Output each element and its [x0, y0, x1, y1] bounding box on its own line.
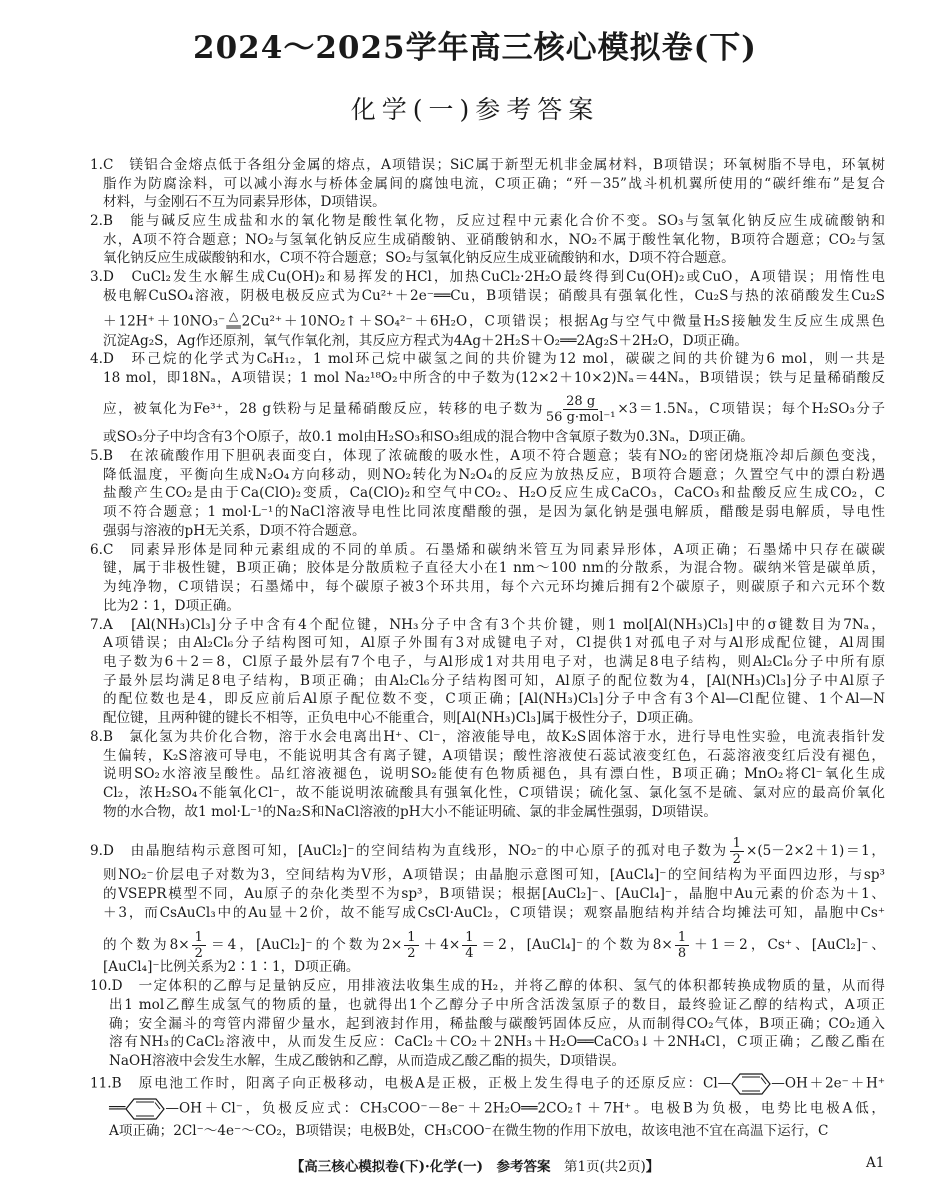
fraction-denominator: 8	[677, 946, 687, 961]
text-segment: 2Cu²⁺＋10NO₂↑＋SO₄²⁻＋6H₂O，C项错误；根据Ag与空气中微量H₂S接触发生反应生成黑色	[241, 313, 885, 330]
answer-item-10: 10.D 一定体积的乙醇与足量钠反应，用排液法收集生成的H₂，并将乙醇的体积、氢气的体积都转换成物质的量，从而得	[90, 978, 885, 994]
benzene-ring-icon	[731, 1072, 771, 1096]
answer-line: ＋3，而CsAuCl₃中的Au显＋2价，故不能写成CsCl·AuCl₂，C项错误；观察晶胞结构并结合均摊法可知，晶胞中Cs⁺	[103, 905, 885, 921]
answer-item-2: 2.B 能与碱反应生成盐和水的氧化物是酸性氧化物，反应过程中元素化合价不变。SO₃与氢氧化钠反应生成硫酸钠和	[90, 213, 885, 229]
fraction-denominator: 2	[407, 946, 416, 961]
text-segment: 11.B 原电池工作时，阳离子向正极移动，电极A是正极，正极上发生得电子的还原反应：Cl—	[90, 1075, 732, 1092]
fraction-numerator: 1	[192, 930, 206, 946]
benzene-ring-icon	[125, 1097, 165, 1121]
answer-line: 为纯净物，C项错误；石墨烯中，每个碳原子被3个环共用，每个六元环均摊后拥有2个碳原子，则碳原子和六元环个数	[103, 579, 885, 595]
answer-line: 比为2∶1，D项正确。	[103, 598, 240, 614]
footer-label: 【高三核心模拟卷(下)·化学(一) 参考答案	[290, 1159, 565, 1175]
fraction-numerator: 1	[675, 930, 689, 946]
answer-line: 项不符合题意；1 mol·L⁻¹的NaCl溶液导电性比同浓度醋酸的强，是因为氯化钠是强电解质，醋酸是弱电解质，导电性	[103, 504, 885, 520]
footer-page-number: 第1页(共2页)	[564, 1159, 646, 1175]
answer-line: A项错误；由Al₂Cl₆分子结构图可知，Al原子外围有3对成键电子对，Cl提供1对孤电子对与Al形成配位键，Al周围	[103, 635, 885, 651]
answer-line: 氧化钠反应生成碳酸钠和水，C项不符合题意；SO₂与氢氧化钠反应生成亚硫酸钠和水，D项不符合题意。	[103, 250, 735, 266]
fraction-denominator: 2	[732, 852, 741, 867]
answer-line: 极电解CuSO₄溶液，阴极电极反应式为Cu²⁺＋2e⁻══Cu，B项错误；硝酸具有强氧化性，Cu₂S与热的浓硝酸发生Cu₂S	[103, 288, 885, 304]
text-segment: —OH＋2e⁻＋H⁺	[771, 1075, 885, 1092]
answer-line: 子最外层均满足8电子结构，B项正确；由Al₂Cl₆分子结构图可知，Al原子的配位数为4，[Al(NH₃)Cl₃]分子中Al原子	[103, 673, 885, 689]
answer-line: 18 mol，即18Nₐ，A项错误；1 mol Na₂¹⁸O₂中所含的中子数为(12×2＋10×2)Nₐ＝44Nₐ，B项错误；铁与足量稀硝酸反	[103, 370, 885, 386]
answer-line: Cl₂，浓H₂SO₄不能氧化Cl⁻，故不能说明浓硫酸具有强氧化性，C项错误；硫化氢、氯化氢不是硫、氯对应的最高价氧化	[103, 785, 885, 801]
answer-line: 强弱与溶液的pH无关系，D项不符合题意。	[103, 523, 366, 539]
text-segment: ×(5－2×2＋1)＝1，	[745, 843, 885, 859]
answer-item-5: 5.B 在浓硫酸作用下胆矾表面变白，体现了浓硫酸的吸水性，A项不符合题意；装有NO₂的密闭烧瓶冷却后颜色变浅，	[90, 448, 885, 464]
text-segment: 9.D 由晶胞结构示意图可知，[AuCl₂]⁻的空间结构为直线形，NO₂⁻的中心原子的孤对电子数为	[90, 843, 728, 859]
fraction-numerator: 1	[404, 930, 418, 946]
answer-item-11	[90, 1072, 885, 1092]
answer-line	[109, 1097, 885, 1117]
answer-line: 脂作为防腐涂料，可以减小海水与桥体金属间的腐蚀电流，C项正确；“歼－35”战斗机机翼所使用的“碳纤维布”是复合	[103, 176, 885, 192]
answer-line: 溶有NH₃的CaCl₂溶液中，从而发生反应：CaCl₂＋CO₂＋2NH₃＋H₂O══CaCO₃↓＋2NH₄Cl，C项正确；乙酸乙酯在	[109, 1034, 885, 1050]
answer-line	[103, 930, 885, 961]
answer-line: 电子数为6＋2＝8，Cl原子最外层有7个电子，与Al形成1对共用电子对，也满足8电子结构，则Al₂Cl₆分子中所有原	[103, 654, 885, 670]
fraction-denominator: 4	[465, 946, 474, 961]
answer-line: 则NO₂⁻价层电子对数为3，空间结构为V形，A项错误；由晶胞示意图可知，[AuCl₄]⁻的空间结构为平面四边形，与sp³	[103, 867, 885, 883]
text-segment: ＝2，[AuCl₄]⁻的个数为8×	[478, 937, 673, 953]
text-segment: ×3＝1.5Nₐ，C项错误；每个H₂SO₃分子	[617, 401, 885, 417]
fraction-denominator: 2	[194, 946, 203, 961]
answer-line: A项正确；2Cl⁻～4e⁻～CO₂，B项错误；电极B处，CH₃COO⁻在微生物的作用下放电，故该电池不宜在高温下运行，C	[109, 1123, 829, 1139]
answer-line: 的配位数也是4，即反应前后Al原子配位数不变，C项正确；[Al(NH₃)Cl₃]分子中含有3个Al—Cl配位键、1个Al—N	[103, 691, 885, 707]
answer-line: 确；安全漏斗的弯管内滞留少量水，起到液封作用，稀盐酸与碳酸钙固体反应，从而制得CO₂气体，B项正确；CO₂通入	[109, 1016, 885, 1032]
answer-item-3: 3.D CuCl₂发生水解生成Cu(OH)₂和易挥发的HCl，加热CuCl₂·2H₂O最终得到Cu(OH)₂或CuO，A项错误；用惰性电	[90, 269, 885, 285]
answer-line: 降低温度，平衡向生成N₂O₄方向移动，则NO₂转化为N₂O₄的反应为放热反应，B项符合题意；久置空气中的漂白粉遇	[103, 467, 885, 483]
document-title: 2024～2025学年高三核心模拟卷(下)	[193, 30, 757, 66]
fraction-numerator: 1	[730, 836, 744, 852]
fraction	[546, 394, 616, 425]
text-segment: —OH＋Cl⁻，负极反应式：CH₃COO⁻－8e⁻＋2H₂O══2CO₂↑＋7H⁺。电极B为负极，电势比电极A低，	[165, 1100, 885, 1117]
answer-item-8: 8.B 氯化氢为共价化合物，溶于水会电离出H⁺、Cl⁻，溶液能导电，故K₂S固体溶于水，进行导电性实验，电流表指针发	[90, 729, 885, 745]
document-subtitle: 化学(一)参考答案	[350, 95, 600, 124]
answer-item-1: 1.C 镁铝合金熔点低于各组分金属的熔点，A项错误；SiC属于新型无机非金属材料，B项错误；环氧树脂不导电，环氧树	[90, 157, 885, 173]
fraction-numerator: 28 g	[563, 394, 598, 410]
answer-line	[103, 309, 885, 334]
text-segment: ＋4×	[420, 937, 461, 953]
text-segment: ══	[109, 1100, 126, 1117]
answer-line: 沉淀Ag₂S，Ag作还原剂，氧气作氧化剂，其反应方程式为4Ag＋2H₂S＋O₂══2Ag₂S＋2H₂O，D项正确。	[103, 333, 748, 349]
answer-line: 物的水合物，故1 mol·L⁻¹的Na₂S和NaCl溶液的pH大小不能证明硫、氯的非金属性强弱，D项错误。	[103, 804, 717, 820]
answer-line: 或SO₃分子中均含有3个O原子，故0.1 mol由H₂SO₃和SO₃组成的混合物中含氧原子数为0.3Nₐ，D项正确。	[103, 429, 754, 445]
answer-line: 的VSEPR模型不同，Au原子的杂化类型不为sp³，B项错误；根据[AuCl₂]⁻、[AuCl₄]⁻，晶胞中Au元素的价态为＋1、	[103, 886, 885, 902]
answer-line: 材料，与金刚石不互为同素异形体，D项错误。	[103, 194, 386, 210]
text-segment: ＋1＝2，Cs⁺、[AuCl₂]⁻、	[691, 937, 885, 953]
answer-item-9	[90, 836, 885, 867]
answer-item-6: 6.C 同素异形体是同种元素组成的不同的单质。石墨烯和碳纳米管互为同素异形体，A项正确；石墨烯中只存在碳碳	[90, 542, 885, 558]
answer-line: 生偏转，K₂S溶液可导电，不能说明其含有离子键，A项错误；酸性溶液使石蕊试液变红色，石蕊溶液变红后没有褪色，	[103, 748, 885, 764]
answer-line: 出1 mol乙醇生成氢气的物质的量，也就得出1个乙醇分子中所含活泼氢原子的数目，最终验证乙醇的结构式，A项正	[109, 997, 885, 1013]
answer-line: 水，A项不符合题意；NO₂与氢氧化钠反应生成硝酸钠、亚硝酸钠和水，NO₂不属于酸性氧化物，B项符合题意；CO₂与氢	[103, 232, 885, 248]
page-footer	[0, 1155, 950, 1175]
text-segment: ＋12H⁺＋10NO₃⁻	[103, 313, 226, 330]
answer-line: 盐酸产生CO₂是由于Ca(ClO)₂变质，Ca(ClO)₂和空气中CO₂、H₂O反应生成CaCO₃，CaCO₃和盐酸反应生成CO₂，C	[103, 485, 885, 501]
heating-condition-sign	[226, 311, 240, 333]
answer-line: 说明SO₂水溶液呈酸性。品红溶液褪色，说明SO₂能使有色物质褪色，具有漂白性，B项正确；MnO₂将Cl⁻氧化生成	[103, 766, 885, 782]
answer-line	[103, 394, 885, 425]
page-code: A1	[866, 1155, 885, 1171]
footer-close: 】	[645, 1159, 660, 1175]
answer-line: 配位键，且两种键的键长不相等，正负电中心不能重合，则[Al(NH₃)Cl₃]属于极性分子，D项正确。	[103, 710, 702, 726]
answer-item-7: 7.A [Al(NH₃)Cl₃]分子中含有4个配位键，NH₃分子中含有3个共价键，则1 mol[Al(NH₃)Cl₃]中的σ键数目为7Nₐ，	[90, 617, 885, 633]
text-segment: ＝4，[AuCl₂]⁻的个数为2×	[207, 937, 403, 953]
answer-item-4: 4.D 环己烷的化学式为C₆H₁₂，1 mol环己烷中碳氢之间的共价键为12 mol，碳碳之间的共价键为6 mol，则一共是	[90, 351, 885, 367]
answer-line: [AuCl₄]⁻比例关系为2∶1∶1，D项正确。	[103, 959, 360, 975]
fraction-denominator: 56 g·mol⁻¹	[545, 410, 616, 425]
fraction-numerator: 1	[462, 930, 476, 946]
text-segment: 应，被氧化为Fe³⁺，28 g铁粉与足量稀硝酸反应，转移的电子数为	[103, 401, 544, 417]
answer-line: NaOH溶液中会发生水解，生成乙酸钠和乙醇，从而造成乙酸乙酯的损失，D项错误。	[109, 1053, 626, 1069]
text-segment: 的个数为8×	[103, 937, 190, 953]
answer-line: 键，属于非极性键，B项正确；胶体是分散质粒子直径大小在1 nm～100 nm的分散系，为混合物。碳纳米管是碳单质，	[103, 560, 885, 576]
equals-sign: ══	[226, 320, 241, 334]
fraction	[730, 836, 744, 867]
heat-triangle: △	[228, 309, 239, 323]
